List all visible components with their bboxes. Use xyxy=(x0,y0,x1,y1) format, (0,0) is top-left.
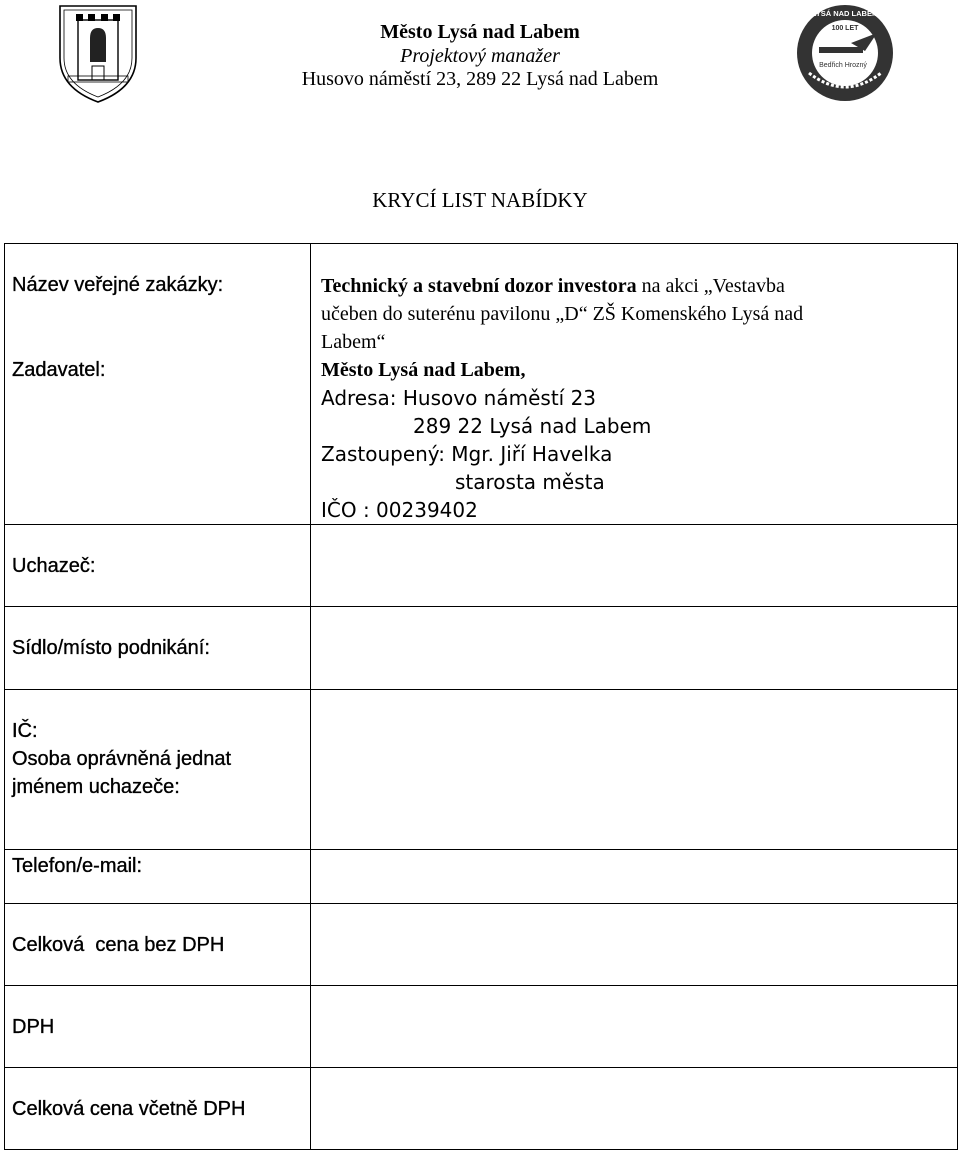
cover-sheet-table xyxy=(4,243,958,1150)
bidder-label: Uchazeč: xyxy=(12,555,96,577)
ic-value-cell[interactable] xyxy=(311,690,958,850)
contract-authority-row xyxy=(5,244,958,525)
phone-email-label: Telefon/e-mail: xyxy=(12,855,143,877)
price-without-vat-label-cell xyxy=(5,904,311,986)
price-with-vat-row xyxy=(5,1068,958,1150)
price-without-vat-label: Celková cena bez DPH xyxy=(12,934,225,956)
price-without-vat-row xyxy=(5,904,958,986)
contract-name-bold: Technický a stavební dozor investora xyxy=(321,275,637,297)
header-org-name: Město Lysá nad Labem xyxy=(380,21,580,43)
contract-name-line-2: učeben do suterénu pavilonu „D“ ZŠ Komenského Lysá nad xyxy=(321,303,804,325)
seat-row xyxy=(5,607,958,690)
ic-authorized-row xyxy=(5,690,958,850)
authority-address: Adresa: Husovo náměstí 23 xyxy=(321,386,597,410)
contract-name-label: Název veřejné zakázky: xyxy=(12,274,224,296)
ic-label: IČ: xyxy=(12,720,38,742)
phone-email-label-cell xyxy=(5,850,311,904)
seal-name-text: Bedřich Hrozný xyxy=(819,62,867,69)
ic-authorized-label-cell xyxy=(5,690,311,850)
bidder-row xyxy=(5,525,958,607)
price-without-vat-value-cell[interactable] xyxy=(311,904,958,986)
contracting-authority-label: Zadavatel: xyxy=(12,359,106,381)
contract-name-line-3: Labem“ xyxy=(321,331,386,353)
seal-years-text: 100 LET xyxy=(831,25,859,32)
price-with-vat-value-cell[interactable] xyxy=(311,1068,958,1150)
authority-represented: Zastoupený: Mgr. Jiří Havelka xyxy=(321,442,613,466)
vat-label: DPH xyxy=(12,1016,55,1038)
contract-authority-label-cell xyxy=(5,244,311,525)
vat-label-cell xyxy=(5,986,311,1068)
contract-name-line-1 xyxy=(321,272,957,300)
phone-email-value-cell[interactable] xyxy=(311,850,958,904)
seat-label: Sídlo/místo podnikání: xyxy=(12,637,210,659)
vat-row xyxy=(5,986,958,1068)
document-title: KRYCÍ LIST NABÍDKY xyxy=(372,188,588,212)
price-with-vat-label-cell xyxy=(5,1068,311,1150)
authority-name: Město Lysá nad Labem, xyxy=(321,359,526,381)
authority-ico: IČO : 00239402 xyxy=(321,498,478,522)
seal-top-text: LYSÁ NAD LABEM xyxy=(811,9,879,18)
seat-value-cell[interactable] xyxy=(311,607,958,690)
bidder-label-cell xyxy=(5,525,311,607)
authorized-person-label-1: Osoba oprávněná jednat xyxy=(12,748,232,770)
anniversary-seal-logo xyxy=(795,3,895,103)
authority-address-line-2: 289 22 Lysá nad Labem xyxy=(413,414,652,438)
city-crest-logo xyxy=(56,0,140,104)
header-address: Husovo náměstí 23, 289 22 Lysá nad Labem xyxy=(301,68,659,90)
seat-label-cell xyxy=(5,607,311,690)
contract-name-rest: na akci „Vestavba xyxy=(636,275,785,297)
phone-email-row xyxy=(5,850,958,904)
price-with-vat-label: Celková cena včetně DPH xyxy=(12,1098,246,1120)
authority-represented-role: starosta města xyxy=(455,470,605,494)
vat-value-cell[interactable] xyxy=(311,986,958,1068)
header-role: Projektový manažer xyxy=(400,45,560,67)
authorized-person-label-2: jménem uchazeče: xyxy=(12,776,180,798)
contract-authority-value-cell xyxy=(311,244,958,525)
bidder-value-cell[interactable] xyxy=(311,525,958,607)
